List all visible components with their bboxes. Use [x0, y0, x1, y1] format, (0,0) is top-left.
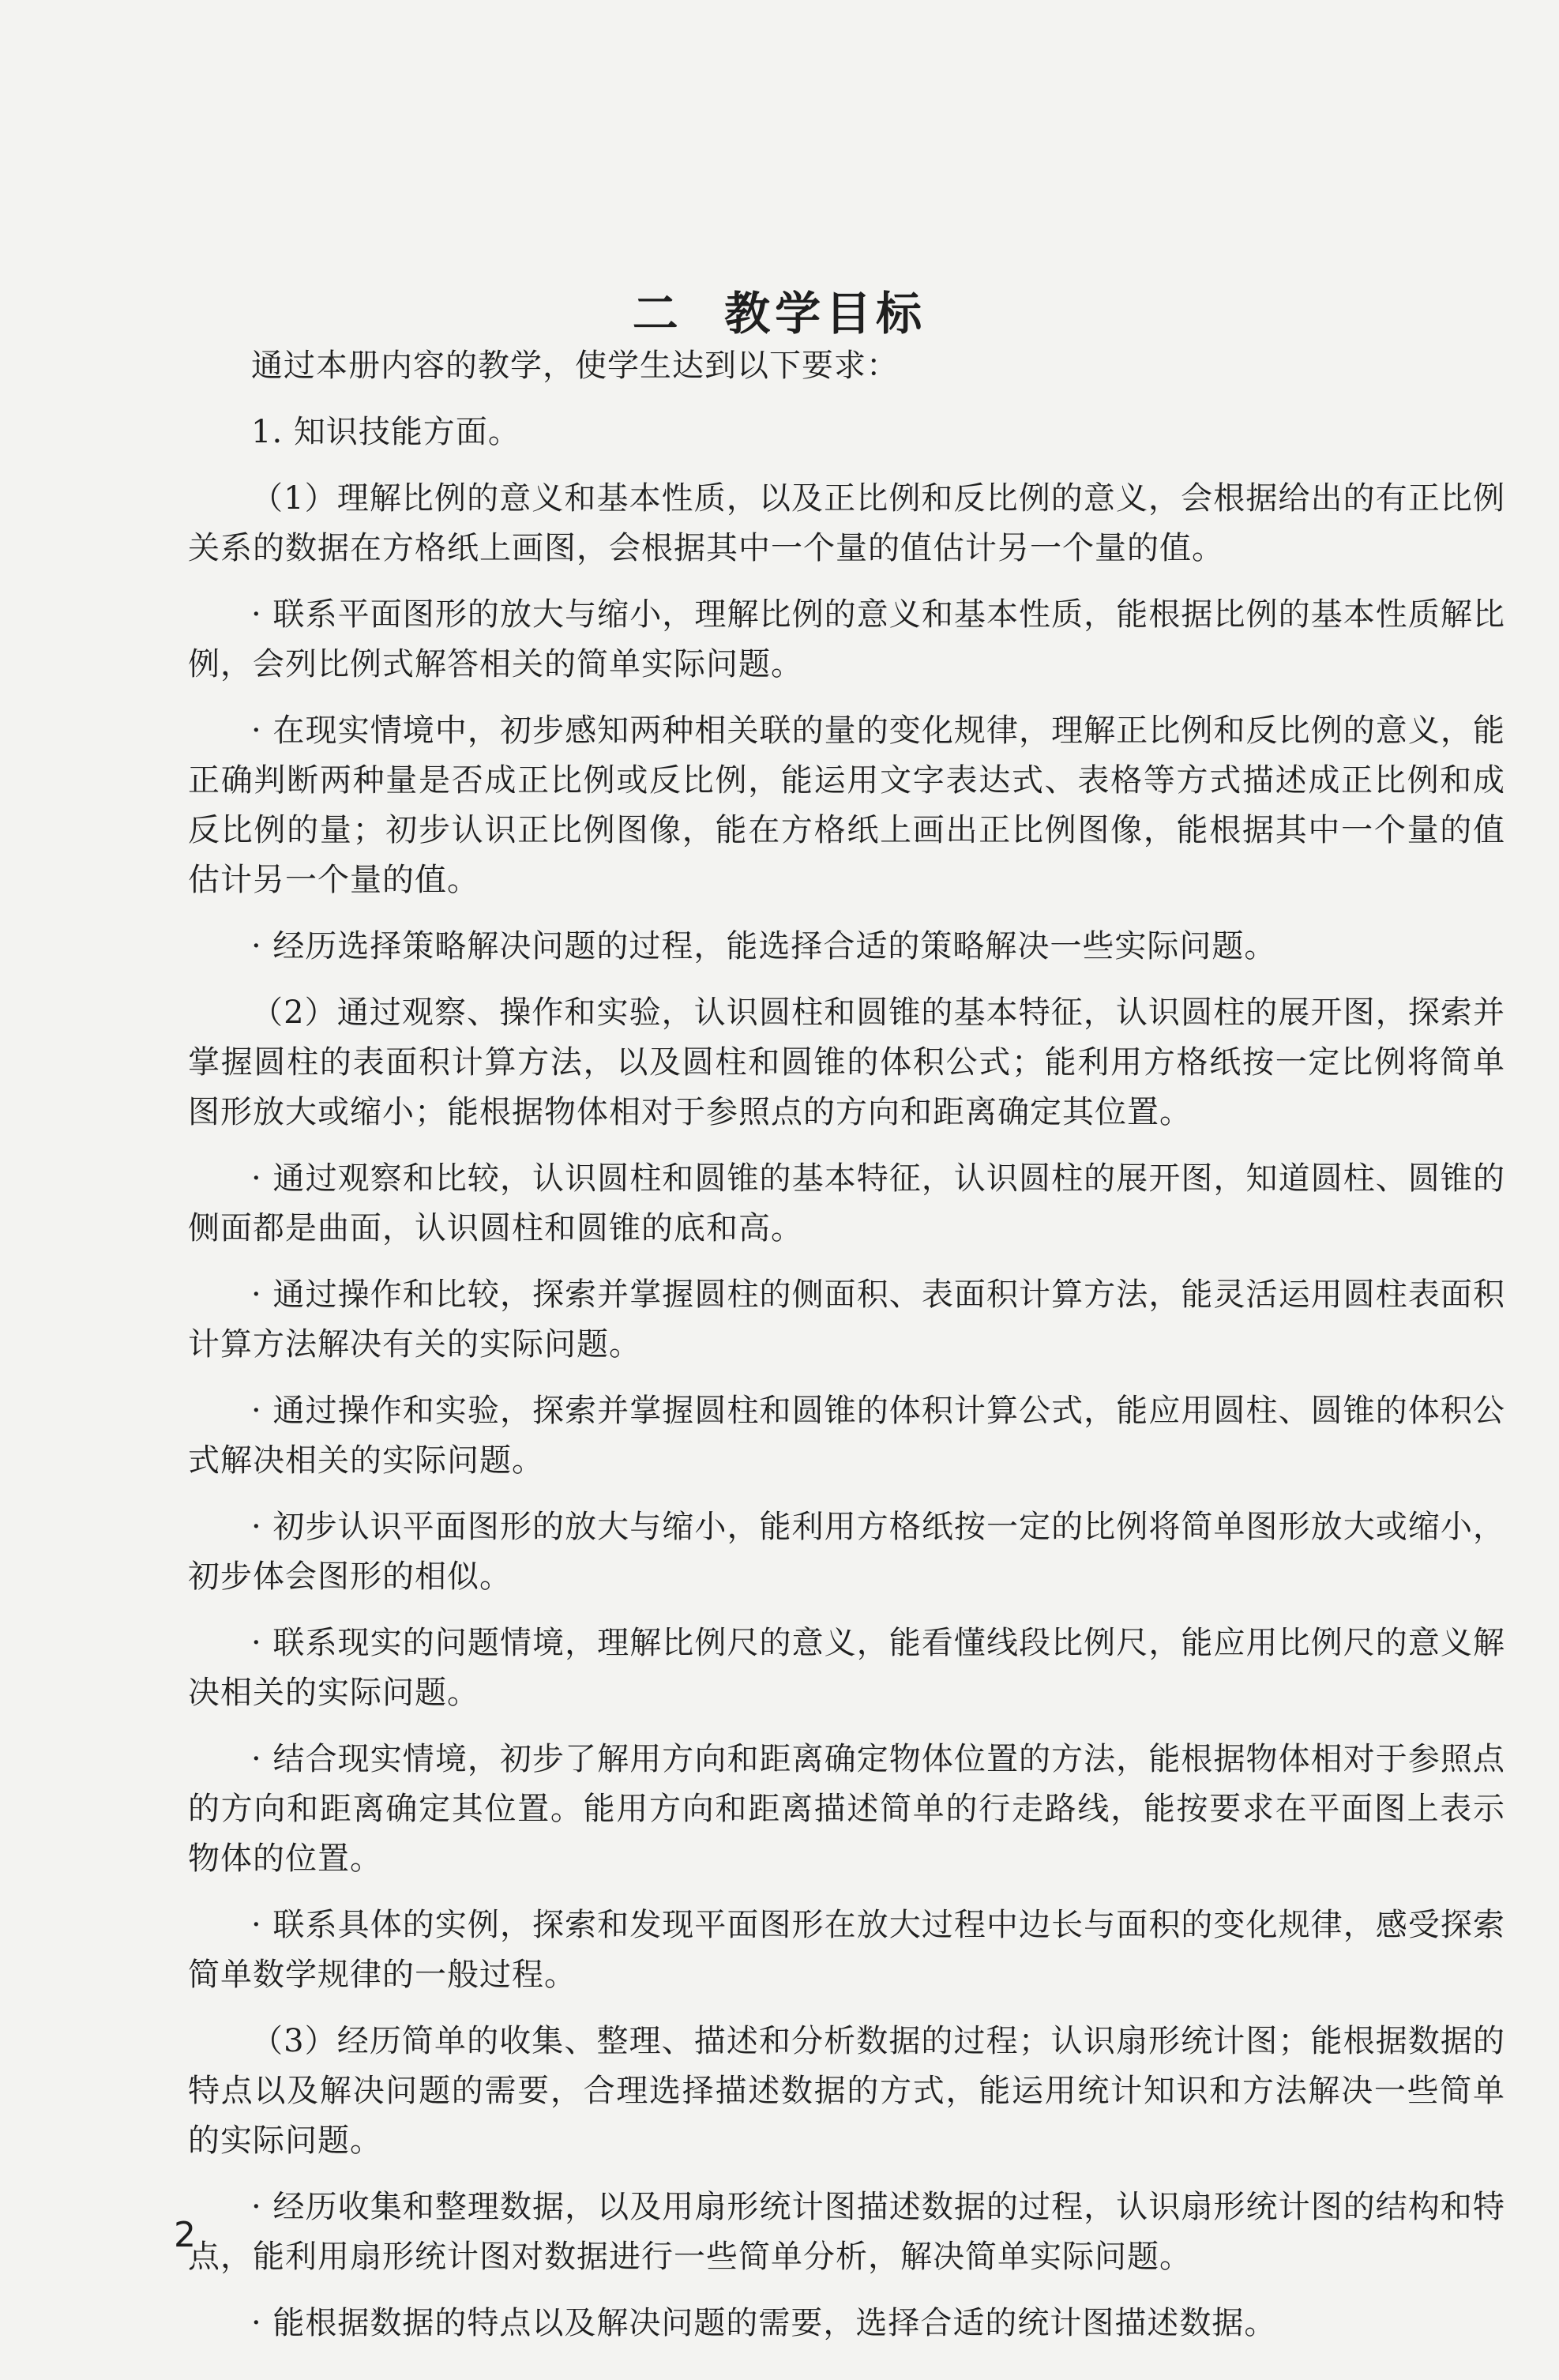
paragraph-goal-2-item-1: · 通过观察和比较，认识圆柱和圆锥的基本特征，认识圆柱的展开图，知道圆柱、圆锥的侧面都是曲面，认识圆柱和圆锥的底和高。	[188, 1160, 1505, 1246]
paragraph-goal-1: （1）理解比例的意义和基本性质，以及正比例和反比例的意义，会根据给出的有正比例关系的数据在方格纸上画图，会根据其中一个量的值估计另一个量的值。	[188, 480, 1505, 566]
paragraph-goal-3: （3）经历简单的收集、整理、描述和分析数据的过程；认识扇形统计图；能根据数据的特点以及解决问题的需要，合理选择描述数据的方式，能运用统计知识和方法解决一些简单的实际问题。	[188, 2023, 1505, 2159]
paragraph-goal-2-item-6: · 结合现实情境，初步了解用方向和距离确定物体位置的方法，能根据物体相对于参照点的方向和距离确定其位置。能用方向和距离描述简单的行走路线，能按要求在平面图上表示物体的位置。	[188, 1741, 1505, 1877]
paragraph-goal-2: （2）通过观察、操作和实验，认识圆柱和圆锥的基本特征，认识圆柱的展开图，探索并掌握圆柱的表面积计算方法，以及圆柱和圆锥的体积公式；能利用方格纸按一定比例将简单图形放大或缩小；能根据物体相对于参照点的方向和距离确定其位置。	[188, 994, 1505, 1130]
section-title: 二 教学目标	[632, 286, 927, 340]
paragraph-goal-2-item-7: · 联系具体的实例，探索和发现平面图形在放大过程中边长与面积的变化规律，感受探索简单数学规律的一般过程。	[188, 1907, 1505, 1993]
paragraph-goal-2-item-2: · 通过操作和比较，探索并掌握圆柱的侧面积、表面积计算方法，能灵活运用圆柱表面积计算方法解决有关的实际问题。	[188, 1276, 1505, 1363]
body-text	[188, 341, 1505, 2365]
paragraph-goal-1-item-2: · 在现实情境中，初步感知两种相关联的量的变化规律，理解正比例和反比例的意义，能正确判断两种量是否成正比例或反比例，能运用文字表达式、表格等方式描述成正比例和成反比例的量；初步认识正比例图像，能在方格纸上画出正比例图像，能根据其中一个量的值估计另一个量的值。	[188, 712, 1505, 898]
paragraph-goal-2-item-4: · 初步认识平面图形的放大与缩小，能利用方格纸按一定的比例将简单图形放大或缩小，初步体会图形的相似。	[188, 1509, 1505, 1595]
paragraph-goal-3-item-2: · 能根据数据的特点以及解决问题的需要，选择合适的统计图描述数据。	[251, 2305, 1277, 2341]
paragraph-goal-1-item-1: · 联系平面图形的放大与缩小，理解比例的意义和基本性质，能根据比例的基本性质解比例，会列比例式解答相关的简单实际问题。	[188, 596, 1505, 682]
paragraph-knowledge-skills: 1. 知识技能方面。	[251, 414, 520, 450]
paragraph-intro: 通过本册内容的教学，使学生达到以下要求：	[251, 348, 899, 384]
page-number: 2	[174, 2215, 196, 2255]
paragraph-goal-1-item-3: · 经历选择策略解决问题的过程，能选择合适的策略解决一些实际问题。	[251, 928, 1277, 964]
paragraph-goal-2-item-5: · 联系现实的问题情境，理解比例尺的意义，能看懂线段比例尺，能应用比例尺的意义解决相关的实际问题。	[188, 1625, 1505, 1711]
paragraph-goal-2-item-3: · 通过操作和实验，探索并掌握圆柱和圆锥的体积计算公式，能应用圆柱、圆锥的体积公式解决相关的实际问题。	[188, 1393, 1505, 1479]
paragraph-goal-3-item-1: · 经历收集和整理数据，以及用扇形统计图描述数据的过程，认识扇形统计图的结构和特点，能利用扇形统计图对数据进行一些简单分析，解决简单实际问题。	[188, 2189, 1505, 2275]
